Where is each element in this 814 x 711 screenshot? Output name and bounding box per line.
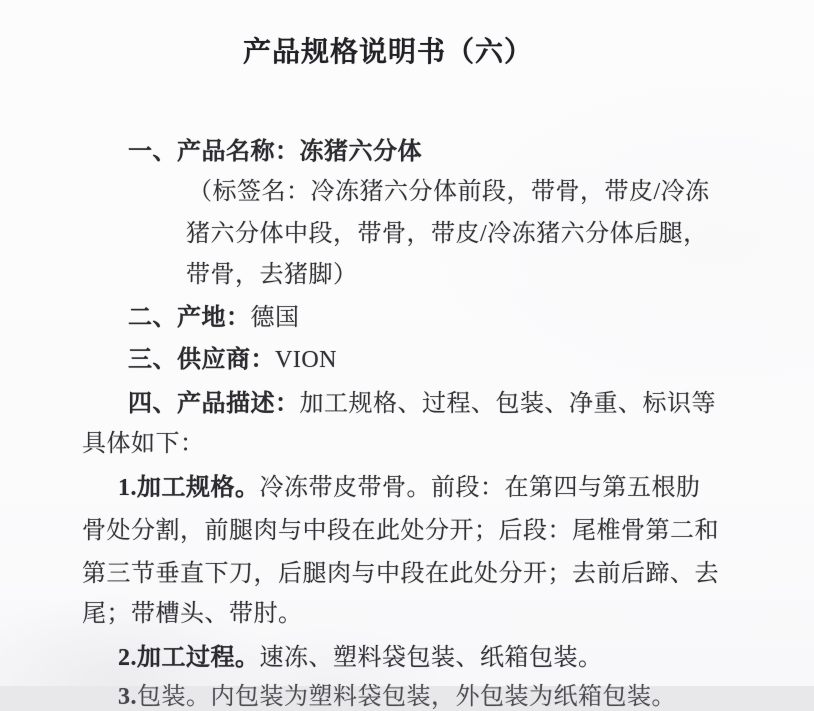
line-spec-2 xyxy=(82,510,719,545)
line-spec-2-text: 骨处分割，前腿肉与中段在此处分开；后段：尾椎骨第二和 xyxy=(82,518,719,544)
line-spec-1-label: 1.加工规格。 xyxy=(118,475,260,501)
line-process-label: 2.加工过程。 xyxy=(118,645,260,671)
line-process-text: 速冻、塑料袋包装、纸箱包装。 xyxy=(259,645,603,671)
line-label-names-3-text: 带骨，去猪脚） xyxy=(186,262,358,288)
line-origin xyxy=(128,297,300,332)
line-label-names-1 xyxy=(188,171,710,206)
line-spec-1-text: 冷冻带皮带骨。前段：在第四与第五根肋 xyxy=(259,475,701,501)
line-spec-4-text: 尾；带槽头、带肘。 xyxy=(82,601,303,627)
line-supplier xyxy=(128,339,337,374)
line-label-names-1-text: （标签名：冷冻猪六分体前段，带骨，带皮/冷冻 xyxy=(188,179,710,205)
line-spec-3 xyxy=(82,553,719,588)
document-title: 产品规格说明书（六） xyxy=(242,36,533,67)
line-supplier-label: 三、供应商： xyxy=(128,347,275,373)
line-spec-1 xyxy=(118,467,701,502)
line-packaging-partial xyxy=(118,676,676,711)
line-spec-3-text: 第三节垂直下刀，后腿肉与中段在此处分开；去前后蹄、去 xyxy=(82,561,719,587)
line-process xyxy=(118,637,603,672)
line-description xyxy=(128,383,716,418)
line-spec-4 xyxy=(82,593,303,628)
line-description-label: 四、产品描述： xyxy=(128,391,300,417)
line-packaging-partial-label: 3. xyxy=(118,684,137,710)
line-origin-text: 德国 xyxy=(250,305,300,331)
line-label-names-3 xyxy=(186,254,358,289)
line-supplier-text: VION xyxy=(275,347,337,373)
line-description-cont-text: 具体如下： xyxy=(82,431,205,457)
line-description-text: 加工规格、过程、包装、净重、标识等 xyxy=(299,391,716,417)
line-product-name-label: 一、产品名称：冻猪六分体 xyxy=(128,139,422,165)
line-origin-label: 二、产地： xyxy=(128,305,251,331)
line-label-names-2-text: 猪六分体中段，带骨，带皮/冷冻猪六分体后腿， xyxy=(186,221,708,247)
line-label-names-2 xyxy=(186,213,708,248)
line-product-name xyxy=(128,131,422,166)
line-packaging-partial-text: 包装。内包装为塑料袋包装，外包装为纸箱包装。 xyxy=(137,684,676,710)
line-description-cont xyxy=(82,423,205,458)
